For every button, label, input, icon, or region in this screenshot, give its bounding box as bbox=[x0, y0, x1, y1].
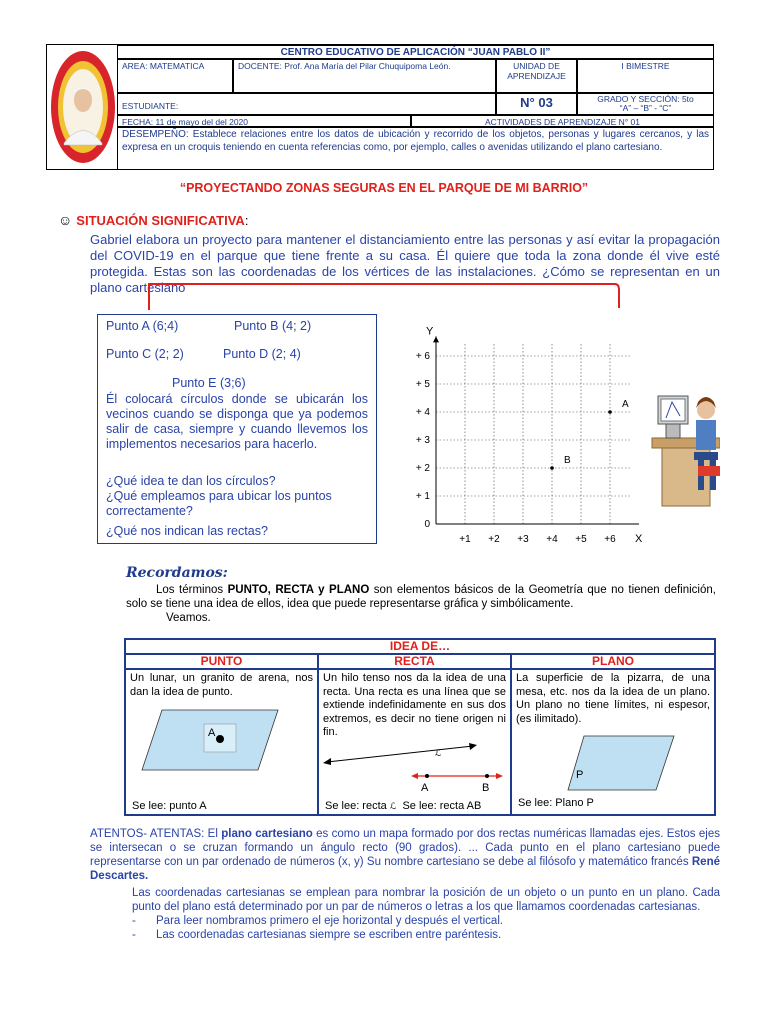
recta-cell bbox=[318, 669, 511, 815]
point-b: Punto B (4; 2) bbox=[234, 319, 312, 333]
situation-heading-text: SITUACIÓN SIGNIFICATIVA bbox=[76, 213, 245, 228]
recta-text: Un hilo tenso nos da la idea de una recta. Una recta es una línea que se extiende indefinidamente en sus dos extremos, es decir no tiene origen ni fin. bbox=[323, 672, 506, 738]
student-computer-illustration bbox=[652, 396, 720, 506]
teacher-cell: DOCENTE: Prof. Ana María del Pilar Chuquipoma León. bbox=[233, 59, 496, 93]
date-cell: FECHA: 11 de mayo del del 2020 bbox=[117, 115, 411, 127]
y-tick-label: + 6 bbox=[415, 351, 430, 362]
y-axis-label: Y bbox=[426, 325, 434, 338]
question-3: ¿Qué nos indican las rectas? bbox=[106, 524, 268, 538]
recta-read bbox=[325, 800, 481, 814]
unit-cell: UNIDAD DE APRENDIZAJE bbox=[496, 59, 577, 93]
y-tick-label: + 2 bbox=[415, 463, 430, 474]
plano-text: La superficie de la pizarra, de una mesa, etc. nos da la idea de un plano. Un plano no tiene límites, ni espesor, (es ilimitado). bbox=[516, 672, 710, 725]
student-cell: ESTUDIANTE: bbox=[117, 93, 496, 115]
recordamos-post: son elementos básicos de la Geometría que no tienen definición, solo se tiene una idea de ellos, idea que puede representarse gráfica y simbólicamente. bbox=[126, 584, 716, 610]
punto-label: A bbox=[208, 727, 216, 739]
x-tick-label: +5 bbox=[575, 534, 587, 545]
grade-label: GRADO Y SECCIÓN: 5to bbox=[597, 94, 694, 104]
y-axis-arrow bbox=[433, 336, 439, 342]
recordamos-veamos: Veamos. bbox=[166, 612, 211, 624]
bullet-2: - Las coordenadas cartesianas siempre se escriben entre paréntesis. bbox=[132, 929, 502, 941]
x-tick-label: +4 bbox=[546, 534, 558, 545]
chart-points bbox=[550, 399, 629, 470]
header-table bbox=[46, 44, 714, 170]
smiley-icon: ☺ bbox=[58, 212, 73, 228]
bottom-p1b: plano cartesiano bbox=[221, 828, 313, 840]
performance-cell: DESEMPEÑO: Establece relaciones entre los datos de ubicación y recorrido de los objetos, personas y lugares cercanos, y las expresa en un croquis teniendo en cuenta referencias como, por ejemplo, calles o avenidas utilizando el plano cartesiano. bbox=[117, 127, 714, 170]
recta-b-label: B bbox=[482, 782, 490, 794]
activities-cell: ACTIVIDADES DE APRENDIZAJE N° 01 bbox=[411, 115, 714, 127]
school-seal-icon bbox=[50, 48, 116, 166]
y-tick-label: + 1 bbox=[415, 491, 430, 502]
col-punto: PUNTO bbox=[125, 654, 318, 669]
bimester-cell: I BIMESTRE bbox=[577, 59, 714, 93]
center-name: CENTRO EDUCATIVO DE APLICACIÓN “JUAN PABLO II” bbox=[117, 45, 714, 59]
number-cell: N° 03 bbox=[496, 93, 577, 115]
punto-read: Se lee: punto A bbox=[132, 800, 207, 812]
x-tick-label: +3 bbox=[517, 534, 529, 545]
recordamos-pre: Los términos bbox=[156, 584, 228, 596]
point-a: Punto A (6;4) bbox=[106, 319, 179, 333]
bullet-1: - Para leer nombramos primero el eje horizontal y después el vertical. bbox=[132, 915, 504, 927]
bottom-p1a: ATENTOS- ATENTAS: El bbox=[90, 828, 222, 840]
point-d: Punto D (2; 4) bbox=[223, 347, 301, 361]
y-tick-label: 0 bbox=[424, 519, 430, 530]
plano-label: P bbox=[576, 769, 584, 781]
cartesian-chart bbox=[400, 306, 720, 546]
idea-table bbox=[124, 638, 716, 816]
idea-header: IDEA DE… bbox=[125, 639, 715, 654]
y-tick-label: + 4 bbox=[415, 407, 430, 418]
y-tick-label: + 3 bbox=[415, 435, 430, 446]
data-point bbox=[550, 466, 554, 470]
area-cell: AREA: MATEMATICA bbox=[117, 59, 233, 93]
recta-illustration bbox=[323, 742, 507, 782]
recordamos-text bbox=[126, 583, 716, 625]
x-tick-label: +2 bbox=[488, 534, 500, 545]
col-recta: RECTA bbox=[318, 654, 511, 669]
punto-cell bbox=[125, 669, 318, 815]
x-axis-label: X bbox=[635, 533, 643, 545]
recta-symbol-icon: ℒ bbox=[389, 801, 397, 811]
point-e: Punto E (3;6) bbox=[172, 376, 246, 390]
situation-colon: : bbox=[244, 213, 249, 228]
data-point bbox=[608, 410, 612, 414]
question-1: ¿Qué idea te dan los círculos? bbox=[106, 474, 276, 488]
x-tick-label: +6 bbox=[604, 534, 616, 545]
situation-heading bbox=[58, 212, 248, 228]
plano-illustration bbox=[566, 734, 676, 792]
situation-text: Gabriel elabora un proyecto para mantener el distanciamiento entre las personas y así evitar la propagación del COVID-19 en el parque que tiene frente a su casa. Él quiere que toda la zona donde él vive esté protegida. Estas son las coordenadas de los vértices de las instalaciones. ¿Cómo se representan en un plano cartesiano bbox=[90, 232, 720, 295]
recta-read-1: Se lee: recta bbox=[325, 800, 387, 812]
grade-cell bbox=[577, 93, 714, 115]
question-2: ¿Qué empleamos para ubicar los puntos correctamente? bbox=[106, 489, 332, 518]
chart-ticks bbox=[416, 351, 616, 545]
x-tick-label: +1 bbox=[459, 534, 471, 545]
plano-read: Se lee: Plano P bbox=[518, 797, 594, 809]
bullet-1-text: Para leer nombramos primero el eje horizontal y después el vertical. bbox=[156, 915, 504, 927]
recta-a-label: A bbox=[421, 782, 429, 794]
data-point-label: A bbox=[622, 399, 629, 410]
recordamos-heading: Recordamos: bbox=[126, 565, 228, 581]
recordamos-terms: PUNTO, RECTA y PLANO bbox=[227, 584, 370, 596]
bullet-2-text: Las coordenadas cartesianas siempre se escriben entre paréntesis. bbox=[156, 929, 502, 941]
point-c: Punto C (2; 2) bbox=[106, 347, 184, 361]
sections-label: “A” – “B” - “C” bbox=[619, 103, 672, 113]
col-plano: PLANO bbox=[511, 654, 715, 669]
main-title: “PROYECTANDO ZONAS SEGURAS EN EL PARQUE DE MI BARRIO” bbox=[179, 181, 589, 195]
circles-text: Él colocará círculos donde se ubicarán los vecinos cuando se disponga que ya podemos salir de casa, siempre y cuando llevemos los implementos necesarios para hacerlo. bbox=[106, 392, 368, 451]
punto-text: Un lunar, un granito de arena, nos dan la idea de punto. bbox=[130, 672, 313, 698]
bottom-p1d: René Descartes. bbox=[90, 856, 720, 882]
svg-text:ℒ: ℒ bbox=[435, 749, 442, 759]
chart-axes bbox=[426, 325, 643, 545]
y-tick-label: + 5 bbox=[415, 379, 430, 390]
coordinates-box bbox=[97, 314, 377, 544]
plano-cell bbox=[511, 669, 715, 815]
bottom-p1c: es como un mapa formado por dos rectas numéricas llamadas ejes. Estos ejes se intersecan o se cruzan formando un ángulo recto (90 grados). ... Cada punto en el plano cartesiano puede representarse con un par ordenado de números (x, y) Su nombre cartesiano se debe al filósofo y matemático francés bbox=[90, 828, 720, 868]
cartesian-plane-paragraph bbox=[90, 827, 720, 883]
coordinates-paragraph bbox=[132, 886, 720, 942]
chart-grid bbox=[436, 342, 630, 524]
recta-read-2: Se lee: recta AB bbox=[402, 800, 482, 812]
coordinates-text: Las coordenadas cartesianas se emplean para nombrar la posición de un objeto o un punto en un plano. Cada punto del plano está determinado por un par de números o letras a los que llamamos coordenadas cartesianas. bbox=[132, 887, 720, 913]
data-point-label: B bbox=[564, 455, 571, 466]
